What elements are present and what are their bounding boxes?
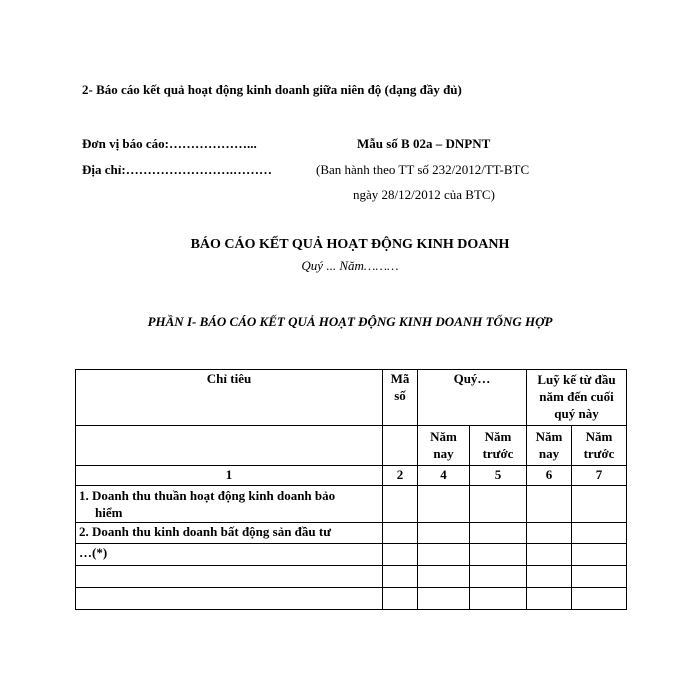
table-row [76,588,627,610]
report-period: Quý ... Năm……… [301,258,399,273]
subheader-cum-this-year: Năm nay [527,426,572,466]
table-cell [527,544,572,566]
header-indicator: Chỉ tiêu [76,370,383,426]
subheader-empty [383,426,418,466]
column-number: 5 [470,466,527,486]
table-cell [470,486,527,523]
reporting-unit-label: Đơn vị báo cáo:………………... [82,136,257,151]
subheader-cum-prev-year: Năm trước [572,426,627,466]
column-number: 2 [383,466,418,486]
column-number: 4 [418,466,470,486]
table-cell [527,523,572,544]
header-cumulative: Luỹ kế từ đầu năm đến cuối quý này [527,370,627,426]
part-title: PHẦN I- BÁO CÁO KẾT QUẢ HOẠT ĐỘNG KINH DOANH TỔNG HỢP [147,314,553,329]
table-row [76,544,627,566]
table-row [76,566,627,588]
table-cell [572,566,627,588]
report-title: BÁO CÁO KẾT QUẢ HOẠT ĐỘNG KINH DOANH [190,237,510,252]
table-cell [76,588,383,610]
table-cell [572,523,627,544]
table-cell [383,523,418,544]
table-cell [527,486,572,523]
table-subheader-row [76,426,627,466]
table-cell [418,566,470,588]
column-number: 7 [572,466,627,486]
table-cell [527,566,572,588]
table-cell [418,523,470,544]
table-cell [76,566,383,588]
column-number: 6 [527,466,572,486]
table-cell [418,486,470,523]
table-cell [383,544,418,566]
table-cell [383,486,418,523]
table-cell [572,486,627,523]
report-table [75,369,627,610]
issued-by-line: (Ban hành theo TT số 232/2012/TT-BTC [316,162,530,177]
header-quarter: Quý… [418,370,527,426]
row-label: 2. Doanh thu kinh doanh bất động sản đầu tư [76,523,383,544]
table-cell [383,566,418,588]
table-cell [418,544,470,566]
header-code: Mã số [383,370,418,426]
table-cell [470,566,527,588]
row-label: …(*) [76,544,383,566]
issued-date-line: ngày 28/12/2012 của BTC) [353,187,495,202]
table-cell [470,588,527,610]
form-number: Mẫu số B 02a – DNPNT [357,136,491,151]
table-row [76,523,627,544]
table-cell [418,588,470,610]
table-cell [572,588,627,610]
table-header-row [76,370,627,426]
section-heading: 2- Báo cáo kết quả hoạt động kinh doanh giữa niên độ (dạng đầy đủ) [82,82,462,97]
table-cell [470,523,527,544]
subheader-empty [76,426,383,466]
table-cell [383,588,418,610]
column-number: 1 [76,466,383,486]
row-label: 1. Doanh thu thuần hoạt động kinh doanh bảo hiểm [76,486,383,523]
table-cell [527,588,572,610]
address-label: Địa chỉ:…………………….……… [82,162,272,177]
table-cell [470,544,527,566]
subheader-prev-year: Năm trước [470,426,527,466]
subheader-this-year: Năm nay [418,426,470,466]
column-number-row [76,466,627,486]
table-cell [572,544,627,566]
table-row [76,486,627,523]
